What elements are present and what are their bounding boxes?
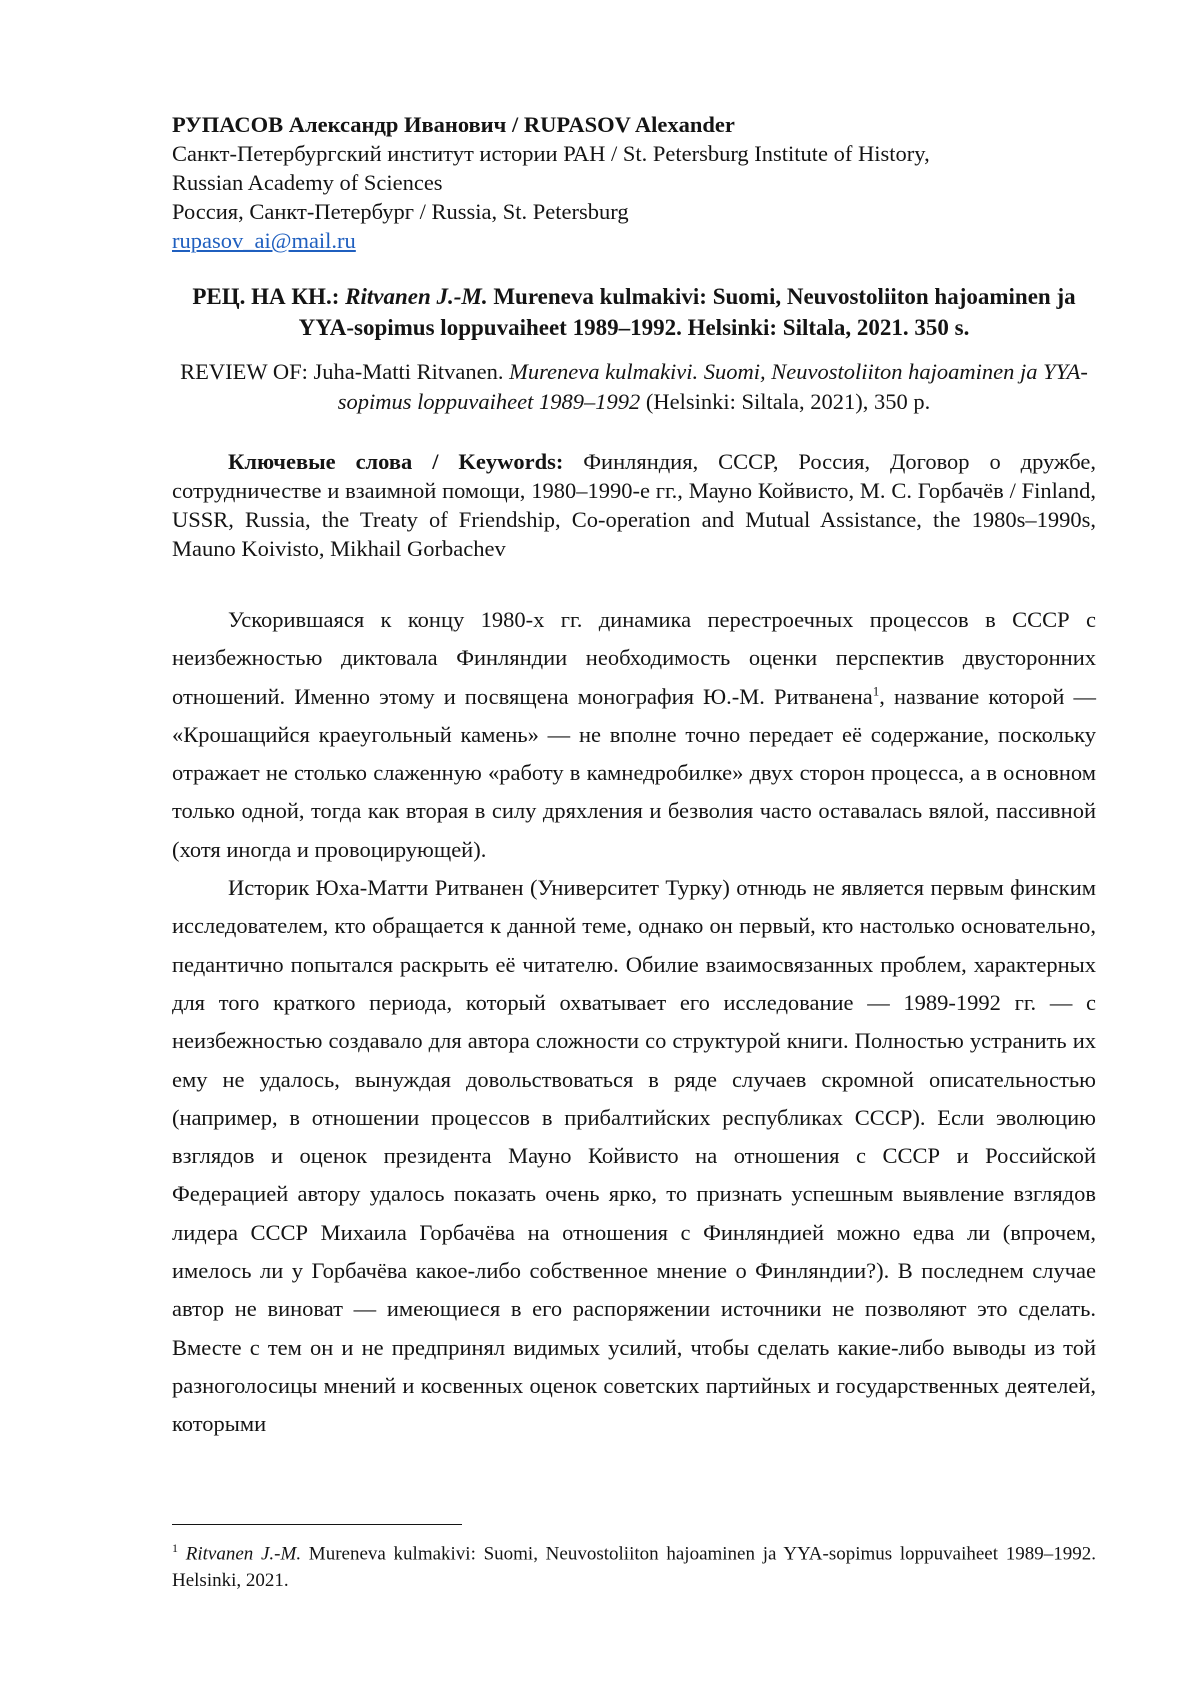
author-affiliation-cont: Russian Academy of Sciences [172,168,1096,197]
author-block [172,110,1096,255]
footnote-text: Mureneva kulmakivi: Suomi, Neuvostoliiton hajoaminen ja YYA-sopimus loppuvaiheet 1989–1992. Helsinki, 2021. [172,1543,1096,1591]
author-affiliation: Санкт-Петербургский институт истории РАН / St. Petersburg Institute of History, [172,139,1096,168]
footnote-number: 1 [172,1541,178,1555]
article-body [172,601,1096,1444]
paragraph-2: Историк Юха-Матти Ритванен (Университет Турку) отнюдь не является первым финским исследователем, кто обращается к данной теме, однако он первый, кто настолько основательно, педантично попытался раскрыть её читателю. Обилие взаимосвязанных проблем, характерных для того краткого периода, который охватывает его исследование — 1989-1992 гг. — с неизбежностью создавало для автора сложности со структурой книги. Полностью устранить их ему не удалось, вынуждая довольствоваться в ряде случаев скромной описательностью (например, в отношении процессов в прибалтийских республиках СССР). Если эволюцию взглядов и оценок президента Мауно Койвисто на отношения с СССР и Российской Федерацией автору удалось показать очень ярко, то признать успешным выявление взглядов лидера СССР Михаила Горбачёва на отношения с Финляндией можно едва ли (впрочем, имелось ли у Горбачёва какое-либо собственное мнение о Финляндии?). В последнем случае автор не виноват — имеющиеся в его распоряжении источники не позволяют это сделать. Вместе с тем он и не предпринял видимых усилий, чтобы сделать какие-либо выводы из той разноголосицы мнений и косвенных оценок советских партийных и государственных деятелей, которыми [172,869,1096,1443]
paragraph-1 [172,601,1096,869]
footnote [172,1535,1096,1594]
author-name: РУПАСОВ Александр Иванович / RUPASOV Alexander [172,110,1096,139]
review-of-line [172,357,1096,417]
paragraph-1-text-b: , название которой — «Крошащийся краеугольный камень» — не вполне точно передает её содержание, поскольку отражает не столько слаженную «работу в камнедробилке» двух сторон процесса, а в основном только одной, тогда как вторая в силу дряхления и безволия часто оставалась вялой, пассивной (хотя иногда и провоцирующей). [172,684,1096,862]
keywords [172,447,1096,563]
review-of-prefix: REVIEW OF: Juha-Matti Ritvanen. [180,359,509,384]
footnote-divider [172,1524,462,1525]
review-of-book-title: Mureneva kulmakivi. Suomi, Neuvostoliiton hajoaminen ja YYA-sopimus loppuvaiheet 1989–1992 [338,359,1088,414]
keywords-text: Финляндия, СССР, Россия, Договор о дружбе, сотрудничестве и взаимной помощи, 1980–1990-е гг., Мауно Койвисто, М. С. Горбачёв / Finland, USSR, Russia, the Treaty of Friendship, Co-operation and Mutual Assistance, the 1980s–1990s, Mauno Koivisto, Mikhail Gorbachev [172,449,1096,561]
footnote-ref[interactable]: 1 [873,683,880,698]
footnote-author: Ritvanen J.-M. [186,1543,301,1564]
title-prefix: РЕЦ. НА КН.: [192,284,345,309]
page [172,110,1096,1444]
title-book-author: Ritvanen J.-M. [345,284,487,309]
author-location: Россия, Санкт-Петербург / Russia, St. Petersburg [172,197,1096,226]
keywords-label: Ключевые слова / Keywords: [228,449,563,474]
review-of-suffix: (Helsinki: Siltala, 2021), 350 p. [640,389,930,414]
review-title [172,281,1096,343]
title-book: Mureneva kulmakivi: Suomi, Neuvostoliiton hajoaminen ja YYA-sopimus loppuvaiheet 1989–1992. Helsinki: Siltala, 2021. 350 s. [299,284,1076,340]
paragraph-1-text-a: Ускорившаяся к концу 1980-х гг. динамика перестроечных процессов в СССР с неизбежностью диктовала Финляндии необходимость оценки перспектив двусторонних отношений. Именно этому и посвящена монография Ю.-М. Ритванена [172,607,1096,709]
author-email-link[interactable]: rupasov_ai@mail.ru [172,226,1096,255]
